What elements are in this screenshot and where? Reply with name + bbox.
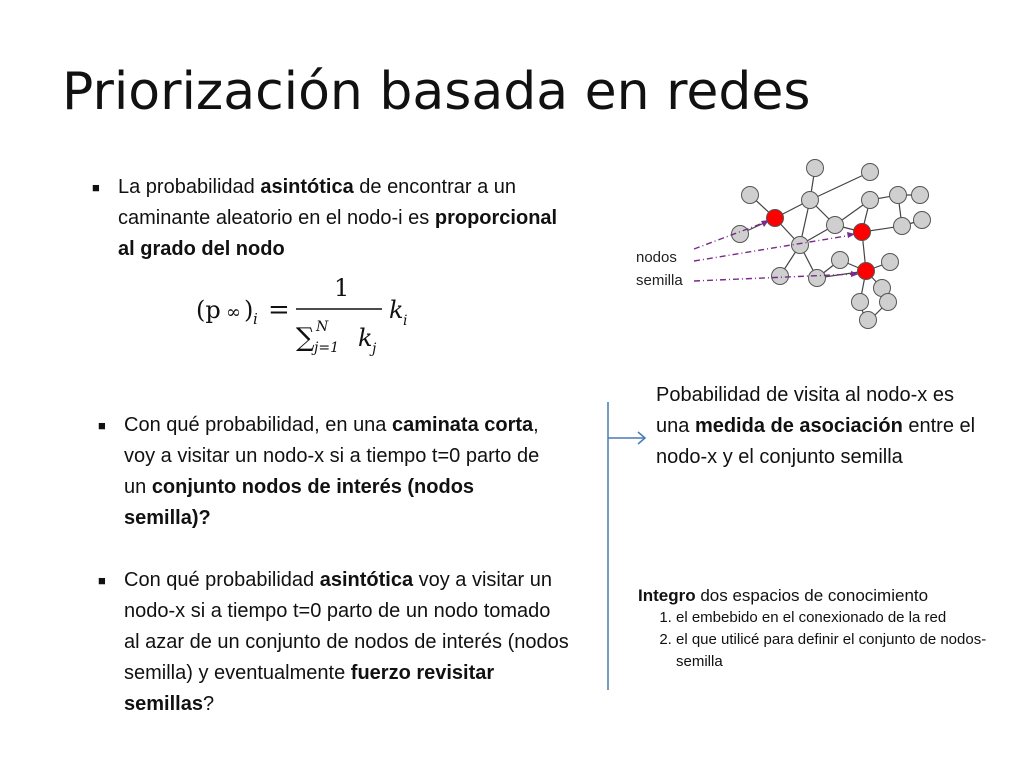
bullet-asymptotic-probability — [92, 172, 558, 265]
text: Con qué probabilidad — [124, 569, 320, 591]
network-node — [912, 187, 929, 204]
formula-k-rhs-subscript: i — [403, 313, 408, 329]
formula-lhs-infinity: ∞ — [226, 302, 241, 323]
network-node — [792, 237, 809, 254]
seed-label-line: nodos — [636, 249, 677, 266]
seed-nodes-label — [636, 246, 683, 292]
list-item: 1. el embebido en el conexionado de la red — [676, 607, 1018, 629]
seed-node — [858, 263, 875, 280]
bold-text: proporcional al grado del nodo — [118, 207, 558, 260]
network-node — [852, 294, 869, 311]
probability-formula — [196, 268, 436, 358]
formula-sum-sign: ∑ — [296, 323, 315, 353]
formula-k-rhs: k — [389, 296, 404, 324]
bullet-square-icon: ■ — [92, 180, 100, 195]
text: de encontrar a un caminante aleatorio en el nodo-i es — [118, 176, 517, 229]
formula-k-denominator: k — [358, 324, 373, 352]
bold-text: asintótica — [260, 176, 354, 198]
bold-text: asintótica — [319, 569, 414, 591]
network-node — [807, 160, 824, 177]
network-node — [862, 192, 879, 209]
formula-equals: = — [268, 295, 290, 325]
formula-lhs-close: ) — [244, 296, 254, 324]
network-node — [809, 270, 826, 287]
formula-k-denominator-subscript: j — [372, 341, 377, 357]
text: La probabilidad — [118, 176, 261, 198]
network-node — [742, 187, 759, 204]
text: entre el nodo-x y el conjunto semilla — [656, 415, 976, 468]
network-node — [802, 192, 819, 209]
bullet-short-walk — [98, 410, 564, 534]
network-node — [832, 252, 849, 269]
formula-lhs-p: (p — [196, 296, 221, 324]
network-node — [827, 217, 844, 234]
seed-node — [767, 210, 784, 227]
bold-text: medida de asociación — [694, 415, 903, 437]
formula-sum-lower: j=1 — [314, 340, 339, 356]
text: Con qué probabilidad, en una — [124, 414, 392, 436]
network-node — [882, 254, 899, 271]
formula-lhs-subscript: i — [253, 310, 258, 328]
bullet-square-icon: ■ — [98, 418, 106, 433]
bold-text: fuerzo revisitar semillas — [124, 662, 495, 715]
network-node — [772, 268, 789, 285]
network-node — [890, 187, 907, 204]
list-item: 2. el que utilicé para definir el conjunto de nodos-semilla — [676, 629, 1018, 673]
formula-sum-upper: N — [316, 319, 329, 335]
association-measure-text — [656, 380, 986, 473]
slide-title: Priorización basada en redes — [62, 62, 811, 122]
network-node — [862, 164, 879, 181]
text: ? — [202, 693, 215, 715]
seed-node — [854, 224, 871, 241]
bullet-square-icon: ■ — [98, 573, 106, 588]
knowledge-spaces-heading — [638, 585, 1018, 607]
network-node — [894, 218, 911, 235]
network-node — [914, 212, 931, 229]
text: dos espacios de conocimiento — [695, 586, 929, 605]
text: Pobabilidad de visita al nodo-x es una — [656, 384, 954, 437]
network-nodes — [732, 160, 931, 329]
text: , voy a visitar un nodo-x si a tiempo t=0 parto de un — [124, 414, 540, 498]
network-node — [860, 312, 877, 329]
knowledge-spaces-list — [638, 607, 1018, 673]
network-node — [880, 294, 897, 311]
bullet-asymptotic-revisit — [98, 565, 569, 720]
network-graph — [690, 150, 960, 340]
text: voy a visitar un nodo-x si a tiempo t=0 parto de un nodo tomado al azar de un conjunto de nodos de interés (nodos semilla) y eventualmente — [124, 569, 569, 684]
seed-label-line: semilla — [636, 272, 683, 289]
knowledge-spaces-block — [638, 585, 1018, 673]
formula-numerator: 1 — [334, 274, 350, 302]
bold-text: Integro — [638, 586, 696, 605]
bold-text: conjunto nodos de interés (nodos semilla)? — [124, 476, 475, 529]
bold-text: caminata corta — [392, 414, 534, 436]
